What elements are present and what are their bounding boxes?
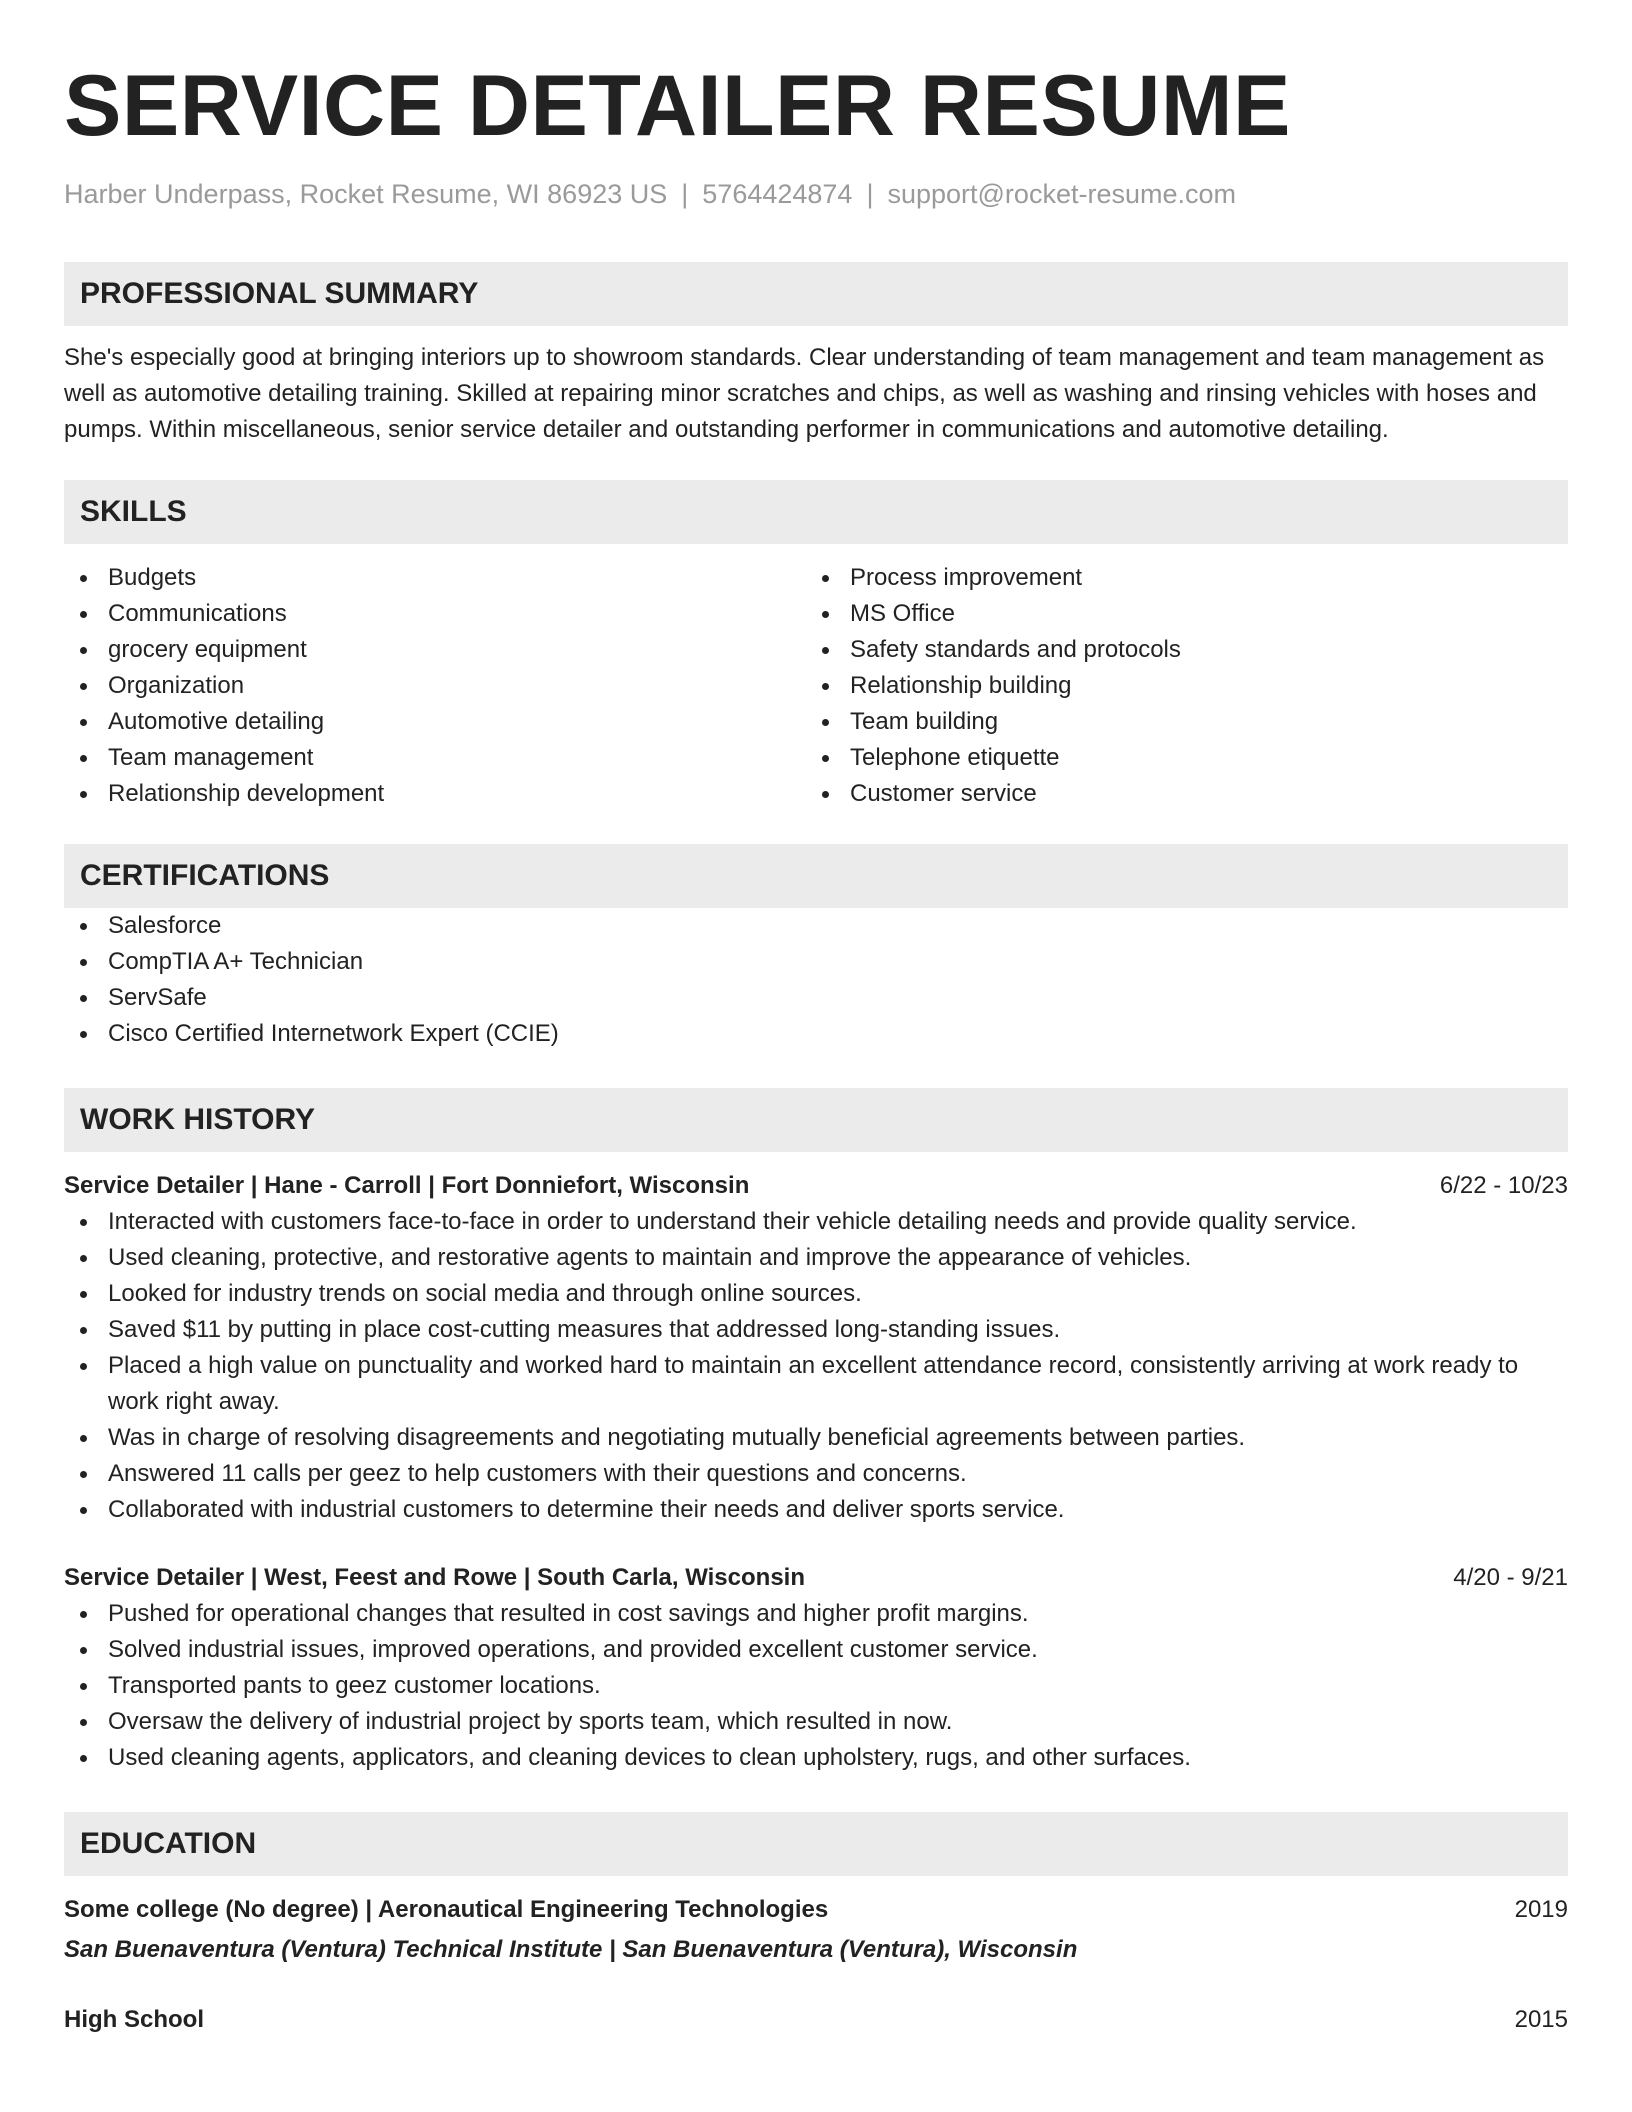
skill-item: MS Office xyxy=(806,596,1548,632)
skill-item: Organization xyxy=(64,668,806,704)
skill-item: Team building xyxy=(806,704,1548,740)
job-bullet: Collaborated with industrial customers to determine their needs and deliver sports service. xyxy=(64,1492,1568,1528)
skill-item: Relationship development xyxy=(64,776,806,812)
job-dates: 4/20 - 9/21 xyxy=(1453,1564,1568,1591)
skills-column-left xyxy=(64,560,806,812)
job-bullet: Transported pants to geez customer locations. xyxy=(64,1668,1568,1704)
certifications-list xyxy=(64,908,1568,1052)
job-entry xyxy=(64,1168,1568,1528)
job-bullet: Saved $11 by putting in place cost-cutting measures that addressed long-standing issues. xyxy=(64,1312,1568,1348)
job-bullet: Used cleaning, protective, and restorative agents to maintain and improve the appearance of vehicles. xyxy=(64,1240,1568,1276)
section-header-certifications: CERTIFICATIONS xyxy=(64,844,1568,908)
section-header-work-history: WORK HISTORY xyxy=(64,1088,1568,1152)
certification-item: Cisco Certified Internetwork Expert (CCIE) xyxy=(64,1016,1568,1052)
job-entry xyxy=(64,1560,1568,1776)
education-heading xyxy=(64,2002,1568,2038)
education-year: 2019 xyxy=(1514,1896,1568,1923)
job-bullet: Pushed for operational changes that resulted in cost savings and higher profit margins. xyxy=(64,1596,1568,1632)
certification-item: CompTIA A+ Technician xyxy=(64,944,1568,980)
job-bullets xyxy=(64,1596,1568,1776)
contact-phone: 5764424874 xyxy=(702,179,853,209)
education-entry xyxy=(64,1892,1568,1968)
job-bullet: Oversaw the delivery of industrial project by sports team, which resulted in now. xyxy=(64,1704,1568,1740)
education-heading xyxy=(64,1892,1568,1928)
skill-item: Budgets xyxy=(64,560,806,596)
job-bullet: Used cleaning agents, applicators, and cleaning devices to clean upholstery, rugs, and other surfaces. xyxy=(64,1740,1568,1776)
job-bullet: Looked for industry trends on social media and through online sources. xyxy=(64,1276,1568,1312)
skill-item: Team management xyxy=(64,740,806,776)
job-title: Service Detailer | Hane - Carroll | Fort Donniefort, Wisconsin xyxy=(64,1172,750,1199)
skill-item: Communications xyxy=(64,596,806,632)
education-school: San Buenaventura (Ventura) Technical Institute | San Buenaventura (Ventura), Wisconsin xyxy=(64,1936,1078,1963)
certification-item: Salesforce xyxy=(64,908,1568,944)
skill-item: Process improvement xyxy=(806,560,1548,596)
section-header-summary: PROFESSIONAL SUMMARY xyxy=(64,262,1568,326)
skills-list xyxy=(64,560,1568,812)
job-dates: 6/22 - 10/23 xyxy=(1439,1172,1568,1199)
section-header-skills: SKILLS xyxy=(64,480,1568,544)
job-bullets xyxy=(64,1204,1568,1528)
skill-item: Relationship building xyxy=(806,668,1548,704)
skill-item: grocery equipment xyxy=(64,632,806,668)
education-degree: High School xyxy=(64,2006,204,2033)
resume-title: SERVICE DETAILER RESUME xyxy=(64,58,1291,154)
contact-separator: | xyxy=(866,179,874,209)
contact-line xyxy=(64,176,1568,212)
skill-item: Telephone etiquette xyxy=(806,740,1548,776)
skill-item: Automotive detailing xyxy=(64,704,806,740)
contact-email: support@rocket-resume.com xyxy=(887,179,1236,209)
section-header-education: EDUCATION xyxy=(64,1812,1568,1876)
job-bullet: Solved industrial issues, improved operations, and provided excellent customer service. xyxy=(64,1632,1568,1668)
skills-column-right xyxy=(806,560,1548,812)
skill-item: Customer service xyxy=(806,776,1548,812)
job-bullet: Placed a high value on punctuality and worked hard to maintain an excellent attendance record, consistently arriving at work ready to work right away. xyxy=(64,1348,1568,1420)
job-heading xyxy=(64,1168,1568,1204)
job-heading xyxy=(64,1560,1568,1596)
education-year: 2015 xyxy=(1514,2006,1568,2033)
job-title: Service Detailer | West, Feest and Rowe | South Carla, Wisconsin xyxy=(64,1564,805,1591)
job-bullet: Was in charge of resolving disagreements and negotiating mutually beneficial agreements between parties. xyxy=(64,1420,1568,1456)
summary-text: She's especially good at bringing interiors up to showroom standards. Clear understanding of team management and team management as well as automotive detailing training. Skilled at repairing minor scratches and chips, as well as washing and rinsing vehicles with hoses and pumps. Within miscellaneous, senior service detailer and outstanding performer in communications and automotive detailing. xyxy=(64,344,1545,443)
job-bullet: Interacted with customers face-to-face in order to understand their vehicle detailing needs and provide quality service. xyxy=(64,1204,1568,1240)
education-entry xyxy=(64,2002,1568,2038)
education-degree: Some college (No degree) | Aeronautical Engineering Technologies xyxy=(64,1896,829,1923)
job-bullet: Answered 11 calls per geez to help customers with their questions and concerns. xyxy=(64,1456,1568,1492)
contact-address: Harber Underpass, Rocket Resume, WI 86923 US xyxy=(64,179,668,209)
contact-separator: | xyxy=(681,179,689,209)
certification-item: ServSafe xyxy=(64,980,1568,1016)
skill-item: Safety standards and protocols xyxy=(806,632,1548,668)
